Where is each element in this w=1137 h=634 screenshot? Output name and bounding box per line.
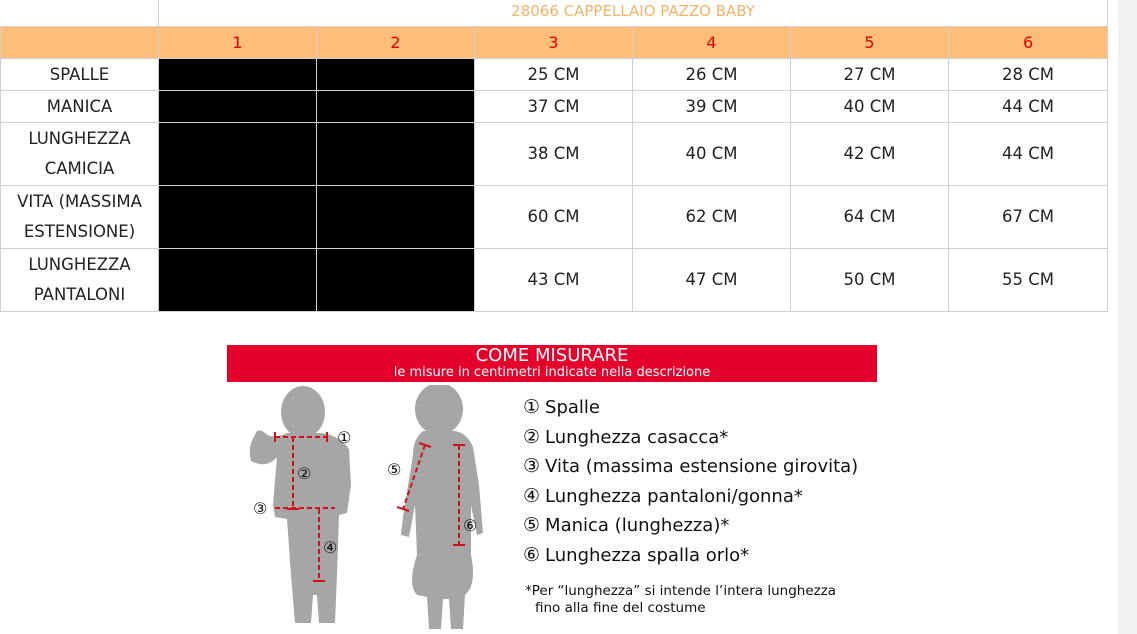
size-header: 2	[317, 27, 475, 59]
unavailable-cell	[159, 123, 317, 186]
unavailable-cell	[317, 91, 475, 123]
measure-cell: 28 CM	[949, 59, 1108, 91]
measure-cell: 26 CM	[633, 59, 791, 91]
measure-cell: 55 CM	[949, 249, 1108, 312]
row-label: LUNGHEZZA CAMICIA	[1, 123, 159, 186]
measure-cell: 40 CM	[633, 123, 791, 186]
unavailable-cell	[159, 249, 317, 312]
banner-subtitle: le misure in centimetri indicate nella descrizione	[393, 365, 711, 380]
unavailable-cell	[159, 59, 317, 91]
unavailable-cell	[317, 186, 475, 249]
marker-4: ④	[323, 538, 338, 557]
size-chart-table	[0, 0, 1108, 312]
row-label: MANICA	[1, 91, 159, 123]
measurement-legend	[523, 394, 883, 571]
marker-6: ⑥	[463, 516, 478, 535]
table-row	[1, 123, 1108, 186]
legend-item: ⑤ Manica (lunghezza)*	[523, 514, 730, 536]
table-corner-cell	[1, 0, 159, 27]
size-header: 3	[475, 27, 633, 59]
measure-cell: 64 CM	[791, 186, 949, 249]
size-header: 1	[159, 27, 317, 59]
measure-cell: 67 CM	[949, 186, 1108, 249]
table-row	[1, 59, 1108, 91]
marker-1: ①	[337, 428, 352, 447]
table-row	[1, 249, 1108, 312]
girl-silhouette-icon	[401, 385, 483, 629]
size-header: 6	[949, 27, 1108, 59]
measure-cell: 37 CM	[475, 91, 633, 123]
unavailable-cell	[317, 59, 475, 91]
footnote-line: fino alla fine del costume	[535, 600, 706, 616]
table-row	[1, 91, 1108, 123]
measure-cell: 43 CM	[475, 249, 633, 312]
length-footnote	[525, 583, 875, 617]
legend-item: ① Spalle	[523, 396, 601, 418]
how-to-measure-banner	[227, 345, 877, 382]
table-row	[1, 186, 1108, 249]
measure-cell: 25 CM	[475, 59, 633, 91]
legend-item: ② Lunghezza casacca*	[523, 425, 729, 448]
measure-cell: 60 CM	[475, 186, 633, 249]
measure-cell: 47 CM	[633, 249, 791, 312]
measurement-figures	[227, 385, 507, 634]
marker-2: ②	[297, 464, 312, 483]
row-label: SPALLE	[1, 59, 159, 91]
unavailable-cell	[317, 123, 475, 186]
legend-item: ③ Vita (massima estensione girovita)	[523, 455, 859, 477]
legend-item: ④ Lunghezza pantaloni/gonna*	[523, 484, 803, 507]
measure-cell: 40 CM	[791, 91, 949, 123]
unavailable-cell	[159, 186, 317, 249]
measure-cell: 44 CM	[949, 123, 1108, 186]
measure-cell: 50 CM	[791, 249, 949, 312]
marker-5: ⑤	[387, 460, 402, 479]
measure-cell: 38 CM	[475, 123, 633, 186]
banner-title: COME MISURARE	[475, 345, 629, 366]
size-header-row	[1, 27, 1108, 59]
measure-cell: 27 CM	[791, 59, 949, 91]
table-caption: 28066 CAPPELLAIO PAZZO BABY	[159, 0, 1108, 27]
how-to-measure-panel	[227, 345, 877, 634]
marker-3: ③	[253, 499, 268, 518]
row-label: LUNGHEZZA PANTALONI	[1, 249, 159, 312]
size-header: 4	[633, 27, 791, 59]
measure-cell: 39 CM	[633, 91, 791, 123]
legend-item: ⑥ Lunghezza spalla orlo*	[523, 543, 750, 566]
measure-cell: 62 CM	[633, 186, 791, 249]
footnote-line: *Per “lunghezza” si intende l’intera lunghezza	[525, 583, 837, 599]
measure-cell: 44 CM	[949, 91, 1108, 123]
row-label: VITA (MASSIMA ESTENSIONE)	[1, 186, 159, 249]
size-header: 5	[791, 27, 949, 59]
unavailable-cell	[159, 91, 317, 123]
unavailable-cell	[317, 249, 475, 312]
scrollbar[interactable]	[1118, 0, 1137, 634]
measure-cell: 42 CM	[791, 123, 949, 186]
size-header-empty	[1, 27, 159, 59]
